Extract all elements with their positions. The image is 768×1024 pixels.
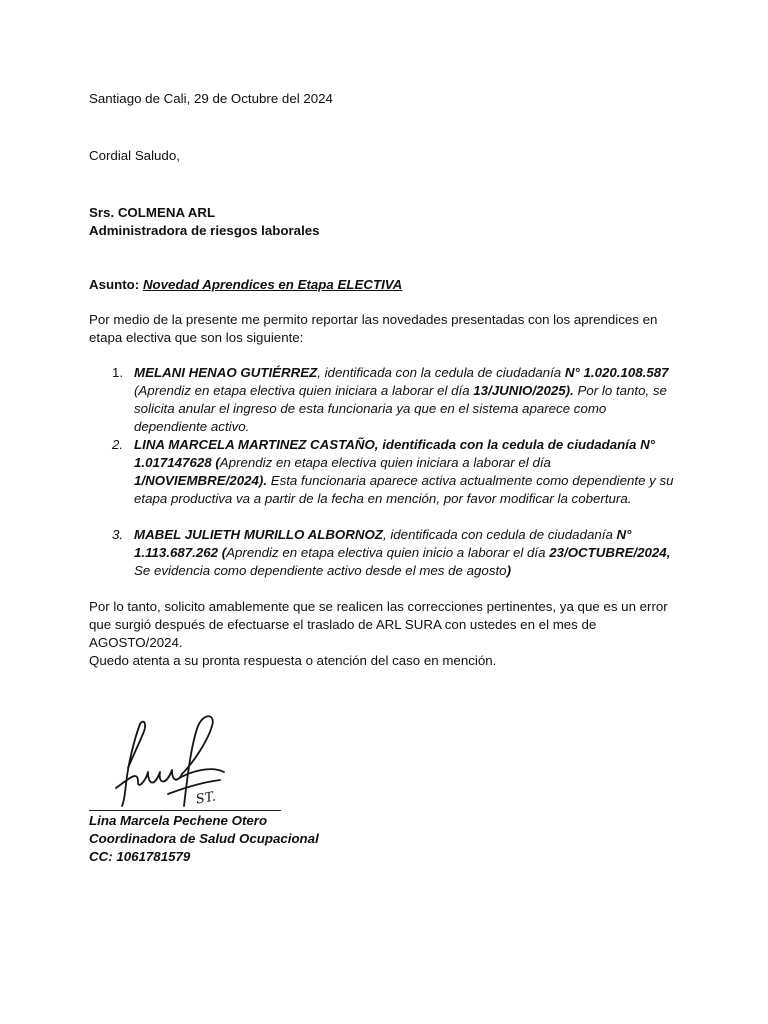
item-name: MABEL JULIETH MURILLO ALBORNOZ <box>134 527 383 542</box>
list-item <box>89 526 679 580</box>
signer-role: Coordinadora de Salud Ocupacional <box>89 831 319 846</box>
closing-paragraph: Por lo tanto, solicito amablemente que se realicen las correcciones pertinentes, ya que es un error que surgió después de efectuarse el traslado de ARL SURA con ustedes en el mes de AGOSTO/2024. <box>89 599 668 650</box>
item-number: 2. <box>112 437 124 452</box>
greeting: Cordial Saludo, <box>89 148 180 163</box>
recipient-subtitle: Administradora de riesgos laborales <box>89 223 320 238</box>
subject-label: Asunto: <box>89 277 140 292</box>
signer-id: CC: 1061781579 <box>89 849 191 864</box>
item-id-number: N° 1.113.687.262 ( <box>134 527 632 560</box>
item-tail: Se evidencia como dependiente activo desde el mes de agosto <box>134 563 507 578</box>
item-id-text: , identificada con la cedula de ciudadanía <box>317 365 565 380</box>
item-tail: Por lo tanto, se solicita anular el ingreso de esta funcionaria ya que en el sistema aparece como dependiente activo. <box>134 383 667 434</box>
item-detail: Aprendiz en etapa electiva quien inicio a laborar el día <box>226 545 550 560</box>
item-id-number: N° 1.020.108.587 <box>564 365 669 380</box>
item-number: 3. <box>112 527 124 542</box>
item-date: 13/JUNIO/2025). <box>473 383 574 398</box>
farewell: Quedo atenta a su pronta respuesta o atención del caso en mención. <box>89 653 497 668</box>
item-name: MELANI HENAO GUTIÉRREZ <box>134 365 318 380</box>
intro-paragraph: Por medio de la presente me permito reportar las novedades presentadas con los aprendices en etapa electiva que son los siguiente: <box>89 312 658 345</box>
item-id-text: , identificada con cedula de ciudadanía <box>382 527 617 542</box>
subject-text: Novedad Aprendices en Etapa ELECTIVA <box>142 277 403 292</box>
list-item <box>89 436 679 508</box>
list-item <box>89 364 679 436</box>
subject-line <box>89 276 679 294</box>
item-date: 23/OCTUBRE/2024, <box>549 545 671 560</box>
signer-name: Lina Marcela Pechene Otero <box>89 813 268 828</box>
item-date: 1/NOVIEMBRE/2024). <box>134 473 268 488</box>
recipient-name: Srs. COLMENA ARL <box>89 205 216 220</box>
signature-line <box>89 810 281 811</box>
signature-mark: ST. <box>194 789 217 808</box>
handwritten-signature <box>108 710 248 810</box>
item-tail: Esta funcionaria aparece activa actualmente como dependiente y su etapa productiva va a partir de la fecha en mención, por favor modificar la cobertura. <box>134 473 674 506</box>
item-name: LINA MARCELA MARTINEZ CASTAÑO, identificada con la cedula de ciudadanía N° 1.017147628 ( <box>134 437 655 470</box>
item-detail: (Aprendiz en etapa electiva quien iniciara a laborar el día <box>134 383 474 398</box>
item-detail: Aprendiz en etapa electiva quien iniciara a laborar el día <box>219 455 551 470</box>
item-number: 1. <box>112 365 124 380</box>
item-closing: ) <box>506 563 511 578</box>
date-line: Santiago de Cali, 29 de Octubre del 2024 <box>89 91 333 106</box>
